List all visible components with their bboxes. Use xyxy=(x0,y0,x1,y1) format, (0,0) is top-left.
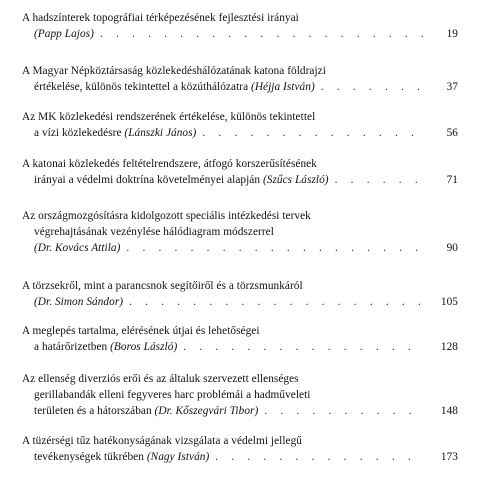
entry-last-text xyxy=(34,125,196,141)
entry-last-line xyxy=(0,339,458,355)
entry-last-line xyxy=(0,26,458,42)
entry-title-line: A Magyar Népköztársaság közlekedéshálózatának katona földrajzi xyxy=(22,65,326,77)
toc-entry[interactable] xyxy=(0,371,479,419)
entry-author: (Lánszki János) xyxy=(124,127,197,139)
toc-entry[interactable] xyxy=(0,109,479,141)
entry-author: (Héjja István) xyxy=(251,81,315,93)
page-number: 105 xyxy=(440,296,458,308)
entry-title-line: A törzsekről, mint a parancsnok segítőiről és a törzsmunkáról xyxy=(22,280,303,292)
entry-title-tail: tevékenységek tükrében xyxy=(34,451,147,463)
entry-author: (Dr. Simon Sándor) xyxy=(34,296,124,308)
toc-entry[interactable] xyxy=(0,10,479,42)
toc-entry[interactable] xyxy=(0,63,479,95)
entry-author: (Nagy István) xyxy=(146,451,210,463)
entry-title-tail: értékelése, különös tekintettel a közúthálózatra xyxy=(34,81,252,93)
entry-title-line: Az országmozgósításra kidolgozott speciális intézkedési tervek xyxy=(22,210,311,222)
page-number: 56 xyxy=(446,127,458,139)
dot-leader xyxy=(126,240,424,256)
entry-title-tail: irányai a védelmi doktrína követelményei alapján xyxy=(34,174,263,186)
entry-last-text xyxy=(34,449,209,465)
entry-title-line: végrehajtásának vezénylése hálódiagram módszerrel xyxy=(34,226,274,238)
dot-leader xyxy=(202,125,424,141)
dot-leader xyxy=(215,449,424,465)
entry-last-text xyxy=(34,172,329,188)
toc-entry[interactable] xyxy=(0,433,479,465)
dot-leader xyxy=(129,294,424,310)
entry-last-line xyxy=(0,449,458,465)
entry-title-line: A katonai közlekedés feltételrendszere, átfogó korszerűsítésének xyxy=(22,158,317,170)
entry-author: (Boros László) xyxy=(110,341,178,353)
page-number: 148 xyxy=(440,405,458,417)
entry-title-tail: területen és a hátorszában xyxy=(34,405,155,417)
dot-leader xyxy=(264,403,424,419)
entry-last-text xyxy=(34,240,120,256)
page-number: 173 xyxy=(440,451,458,463)
page-number: 19 xyxy=(446,28,458,40)
entry-title-tail: a vízi közlekedésre xyxy=(34,127,125,139)
entry-last-line xyxy=(0,294,458,310)
entry-title-line: Az ellenség diverziós erői és az általuk szervezett ellenséges xyxy=(22,373,299,385)
toc-entry[interactable] xyxy=(0,208,479,256)
entry-last-text xyxy=(34,339,177,355)
entry-last-line xyxy=(0,240,458,256)
dot-leader xyxy=(100,26,424,42)
entry-last-text xyxy=(34,294,123,310)
entry-title-line: A hadszínterek topográfiai térképezésének fejlesztési irányai xyxy=(22,12,299,24)
entry-author: (Dr. Kőszegvári Tibor) xyxy=(154,405,259,417)
entry-last-line xyxy=(0,403,458,419)
page-number: 37 xyxy=(446,81,458,93)
dot-leader xyxy=(321,79,424,95)
entry-title-line: gerillabandák elleni fegyveres harc problémái a hadműveleti xyxy=(34,389,311,401)
entry-last-text xyxy=(34,79,315,95)
page-number: 90 xyxy=(446,242,458,254)
entry-title-line: Az MK közlekedési rendszerének értékelése, különös tekintettel xyxy=(22,111,316,123)
page-number: 71 xyxy=(446,174,458,186)
entry-title-tail: a határőrizetben xyxy=(34,341,111,353)
entry-author: (Papp Lajos) xyxy=(34,28,94,40)
toc-entry[interactable] xyxy=(0,156,479,188)
entry-last-text xyxy=(34,403,258,419)
entry-last-line xyxy=(0,79,458,95)
dot-leader xyxy=(335,172,424,188)
entry-last-line xyxy=(0,125,458,141)
toc-entry[interactable] xyxy=(0,323,479,355)
entry-title-line: A tüzérségi tűz hatékonyságának vizsgálata a védelmi jellegű xyxy=(22,435,302,447)
toc-entry[interactable] xyxy=(0,278,479,310)
entry-last-line xyxy=(0,172,458,188)
page-number: 128 xyxy=(440,341,458,353)
entry-author: (Szűcs László) xyxy=(262,174,329,186)
entry-last-text xyxy=(34,26,94,42)
entry-author: (Dr. Kovács Attila) xyxy=(34,242,121,254)
dot-leader xyxy=(183,339,424,355)
entry-title-line: A meglepés tartalma, elérésének útjai és lehetőségei xyxy=(22,325,260,337)
